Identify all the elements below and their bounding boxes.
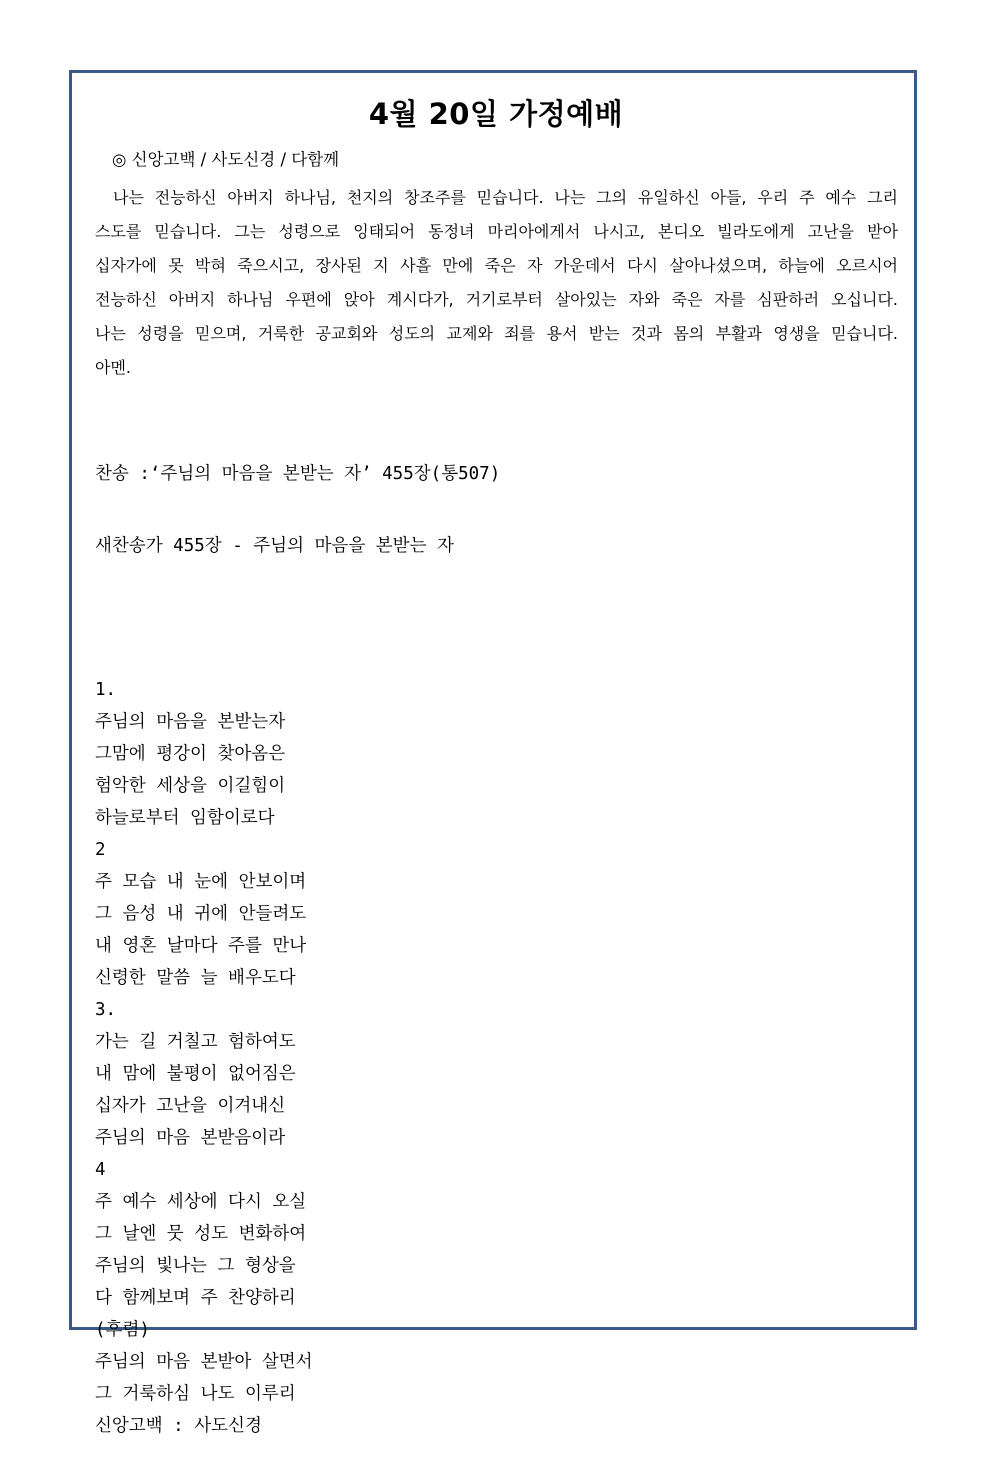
hymn-title: 찬송 :‘주님의 마음을 본받는 자’ 455장(통507) [95,464,501,484]
hymn-section [95,418,500,1462]
lyric-line: 그 거룩하심 나도 이루리 [95,1384,296,1404]
creed-line: 아멘. [95,358,131,377]
lyric-line: 하늘로부터 임함이로다 [95,808,275,828]
lyric-line: 주 모습 내 눈에 안보이며 [95,872,307,892]
lyric-line: 3. [95,1000,117,1020]
creed-line: 전능하신 아버지 하나님 우편에 앉아 계시다가, 거기로부터 살아있는 자와 죽은 자를 심판하러 오십니다. [95,290,898,309]
lyric-line: 2 [95,840,106,860]
apostles-creed-paragraph [95,181,898,385]
lyric-line: (후렴) [95,1320,150,1340]
order-subheading: ◎ 신앙고백 / 사도신경 / 다함께 [112,150,340,169]
lyric-line: 내 맘에 불평이 없어짐은 [95,1064,296,1084]
lyric-line: 주님의 마음을 본받는자 [95,712,286,732]
lyric-line: 주님의 마음 본받아 살면서 [95,1352,313,1372]
lyric-line: 신령한 말씀 늘 배우도다 [95,968,296,988]
lyric-line: 신앙고백 : 사도신경 [95,1416,262,1436]
lyric-line: 주님의 빛나는 그 형상을 [95,1256,296,1276]
creed-line: 나는 성령을 믿으며, 거룩한 공교회와 성도의 교제와 죄를 용서 받는 것과 몸의 부활과 영생을 믿습니다. [95,324,898,343]
creed-line: 나는 전능하신 아버지 하나님, 천지의 창조주를 믿습니다. 나는 그의 유일하신 아들, 우리 주 예수 그리 [113,188,898,207]
lyric-line: 그 날엔 뭇 성도 변화하여 [95,1224,307,1244]
lyric-line: 그 음성 내 귀에 안들려도 [95,904,307,924]
lyric-line: 주님의 마음 본받음이라 [95,1128,286,1148]
lyric-line: 주 예수 세상에 다시 오실 [95,1192,307,1212]
hymn-lyrics [95,674,500,1442]
creed-line: 스도를 믿습니다. 그는 성령으로 잉태되어 동정녀 마리아에게서 나시고, 본디오 빌라도에게 고난을 받아 [95,222,898,241]
lyric-line: 험악한 세상을 이길힘이 [95,776,286,796]
lyric-line: 1. [95,680,117,700]
lyric-line: 내 영혼 날마다 주를 만나 [95,936,307,956]
spacer [95,602,500,634]
lyric-line: 가는 길 거칠고 험하여도 [95,1032,296,1052]
page-title: 4월 20일 가정예배 [368,97,624,131]
lyric-line: 4 [95,1160,106,1180]
lyric-line: 다 함께보며 주 찬양하리 [95,1288,296,1308]
creed-line: 십자가에 못 박혀 죽으시고, 장사된 지 사흘 만에 죽은 자 가운데서 다시 살아나셨으며, 하늘에 오르시어 [95,256,898,275]
lyric-line: 그맘에 평강이 찾아옴은 [95,744,286,764]
lyric-line: 십자가 고난을 이겨내신 [95,1096,286,1116]
hymn-subtitle: 새찬송가 455장 - 주님의 마음을 본받는 자 [95,536,454,556]
